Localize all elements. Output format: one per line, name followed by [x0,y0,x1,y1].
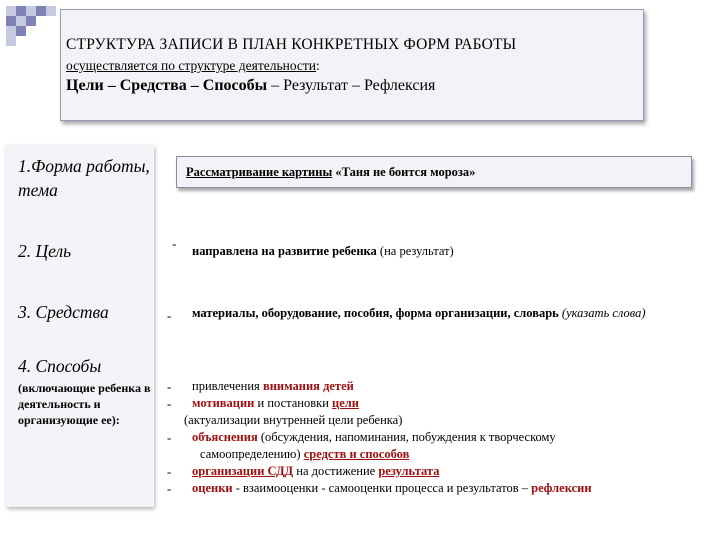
subtitle-colon: : [316,58,320,73]
topic-title: «Таня не боится мороза» [332,165,476,179]
means-text [192,306,646,321]
ways-key: организации СДД [192,464,294,478]
dash-marker: - [167,464,172,479]
label-means: 3. Средства [18,302,109,322]
ways-key: рефлексии [531,481,592,495]
topic-text [186,165,475,180]
header-subtitle [66,58,320,74]
ways-line [192,379,354,394]
structure-chain [66,77,435,95]
dash-marker: - [167,379,172,394]
ways-line [200,447,409,462]
ways-line [192,396,359,411]
ways-line [192,464,439,479]
means-note: (указать слова) [561,306,646,320]
deco-square [36,6,46,16]
ways-key: внимания детей [262,379,354,393]
ways-line [192,430,556,445]
ways-key: оценки [192,481,233,495]
dash-marker: - [167,396,172,411]
ways-text: привлечения [192,379,263,393]
ways-key: результата [378,464,440,478]
deco-square [16,16,26,26]
chain-rest: – Результат – Рефлексия [267,77,436,94]
ways-line [192,481,592,496]
ways-text: и постановки [254,396,333,410]
ways-text: (обсуждения, напоминания, побуждения к творческому [257,430,556,444]
label-goal: 2. Цель [18,241,72,261]
deco-square [26,16,36,26]
goal-text [192,244,454,259]
deco-square [6,6,16,16]
header-title: СТРУКТУРА ЗАПИСИ В ПЛАН КОНКРЕТНЫХ ФОРМ РАБОТЫ [66,36,517,53]
topic-activity: Рассматривание картины [186,165,333,179]
ways-key: объяснения [192,430,258,444]
deco-square [16,26,26,36]
means-main: материалы, оборудование, пособия, форма организации, словарь [192,306,562,320]
dash-marker: - [167,481,172,496]
dash-marker: - [167,430,172,445]
ways-text: на достижение [293,464,379,478]
ways-text: - взаимооценки - самооценки процесса и результатов – [232,481,532,495]
chain-bold: Цели – Средства – Способы [66,77,268,94]
label-ways: 4. Способы [18,356,102,376]
label-ways-description: (включающие ребенка в деятельность и организующие ее): [18,381,151,427]
label-form: 1.Форма работы, тема [18,156,150,200]
dash-marker: - [172,236,177,251]
deco-square [6,36,16,46]
deco-square [46,6,56,16]
deco-square [6,26,16,36]
deco-square [16,6,26,16]
ways-key: средств и способов [303,447,410,461]
dash-marker: - [167,308,172,323]
ways-key: цели [332,396,359,410]
ways-key: мотивации [192,396,255,410]
deco-square [6,16,16,26]
goal-main: направлена на развитие ребенка [192,244,377,258]
goal-note: (на результат) [376,244,454,258]
ways-text: самоопределению) [200,447,304,461]
subtitle-emphasis: по структуре деятельности [161,58,317,73]
deco-square [26,6,36,16]
ways-line: (актуализации внутренней цели ребенка) [184,413,403,427]
subtitle-part: осуществляется [66,58,162,73]
